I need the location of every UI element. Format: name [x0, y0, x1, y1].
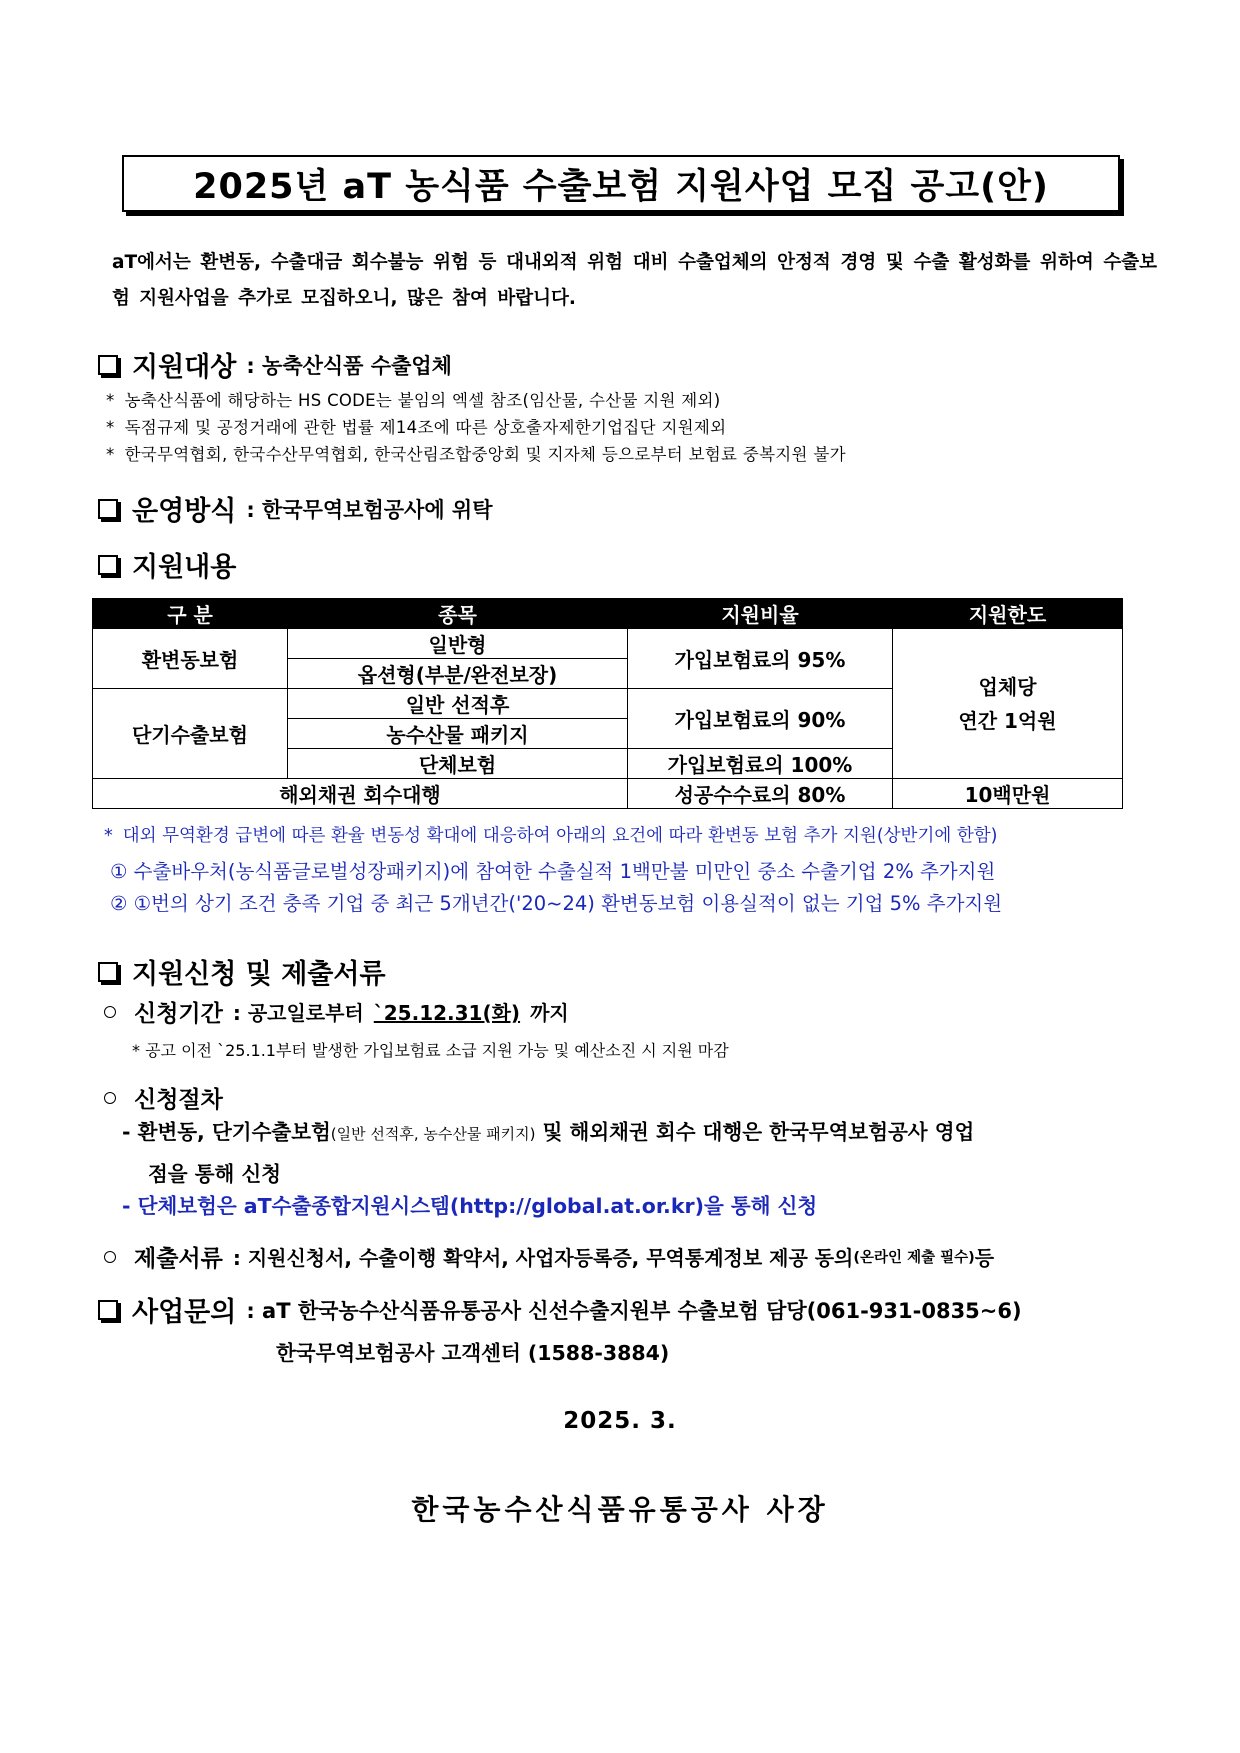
inquiry-line-1: : aT 한국농수산식품유통공사 신선수출지원부 수출보험 담당(061-931-0835~6) [246, 1298, 1022, 1323]
section-target [98, 345, 452, 384]
procedure-item-2: - 단체보험은 aT수출종합지원시스템(http://global.at.or.kr)을 통해 신청 [122, 1194, 818, 1218]
table-cell: 옵션형(부분/완전보장) [288, 659, 628, 689]
section-apply [98, 952, 386, 991]
content-note: * 대외 무역환경 급변에 따른 환율 변동성 확대에 대응하여 아래의 요건에 따라 환변동 보험 추가 지원(상반기에 한함) [104, 826, 998, 846]
table-cell: 해외채권 회수대행 [93, 779, 628, 809]
checkbox-square-icon [98, 1300, 118, 1320]
intro-text: aT에서는 환변동, 수출대금 회수불능 위험 등 대내외적 위험 대비 수출업체의 안정적 경영 및 수출 활성화를 위하여 수출보험 지원사업을 추가로 모집하오니, 많은 참여 바랍니다. [112, 252, 1157, 309]
checkbox-square-icon [98, 355, 118, 375]
apply-documents: 제출서류 : 지원신청서, 수출이행 확약서, 사업자등록증, 무역통계정보 제공 동의 (온라인 제출 필수) 등 [104, 1240, 994, 1273]
inquiry-line-2: 한국무역보험공사 고객센터 (1588-3884) [276, 1341, 670, 1365]
table-cell: 단체보험 [288, 749, 628, 779]
target-note-3: * 한국무역협회, 한국수산무역협회, 한국산림조합중앙회 및 지자체 등으로부터 보험료 중복지원 불가 [106, 445, 846, 464]
circle-bullet-icon [104, 1251, 116, 1263]
circle-bullet-icon [104, 1092, 116, 1104]
section-desc: : 농축산식품 수출업체 [246, 353, 452, 378]
table-header-row [93, 599, 1123, 629]
table-row [93, 779, 1123, 809]
table-header: 지원비율 [628, 599, 893, 629]
section-content [98, 545, 236, 584]
section-operation [98, 489, 493, 528]
section-heading: 지원대상 [132, 352, 237, 383]
apply-period: 신청기간 : 공고일로부터 `25.12.31(화) 까지 [104, 995, 569, 1028]
target-note-2: * 독점규제 및 공정거래에 관한 법률 제14조에 따른 상호출자제한기업집단 지원제외 [106, 418, 727, 437]
signature: 한국농수산식품유통공사 사장 [411, 1493, 829, 1526]
page-title: 2025년 aT 농식품 수출보험 지원사업 모집 공고(안) [193, 166, 1049, 207]
title-box [122, 155, 1120, 212]
section-desc: : 한국무역보험공사에 위탁 [246, 497, 493, 522]
table-cell: 가입보험료의 90% [628, 689, 893, 749]
asterisk-icon: * [106, 391, 115, 410]
section-heading: 지원내용 [132, 552, 237, 583]
support-table [92, 598, 1123, 809]
checkbox-square-icon [98, 962, 118, 982]
target-note-1: * 농축산식품에 해당하는 HS CODE는 붙임의 엑셀 참조(임산물, 수산물 지원 제외) [106, 391, 721, 410]
table-cell: 일반 선적후 [288, 689, 628, 719]
table-cell: 농수산물 패키지 [288, 719, 628, 749]
checkbox-square-icon [98, 499, 118, 519]
section-heading: 지원신청 및 제출서류 [132, 959, 386, 990]
table-header: 지원한도 [893, 599, 1123, 629]
procedure-item-1-cont: 점을 통해 신청 [148, 1162, 282, 1186]
circle-bullet-icon [104, 1006, 116, 1018]
section-heading: 사업문의 [132, 1297, 237, 1328]
table-header: 종목 [288, 599, 628, 629]
table-cell: 일반형 [288, 629, 628, 659]
table-cell: 성공수수료의 80% [628, 779, 893, 809]
section-inquiry [98, 1290, 1022, 1329]
period-date: `25.12.31(화) [373, 1001, 521, 1025]
period-note: * 공고 이전 `25.1.1부터 발생한 가입보험료 소급 지원 가능 및 예산소진 시 지원 마감 [132, 1041, 729, 1060]
content-item-1: ① 수출바우처(농식품글로벌성장패키지)에 참여한 수출실적 1백만불 미만인 중소 수출기업 2% 추가지원 [110, 860, 996, 883]
apply-procedure: 신청절차 [104, 1081, 223, 1114]
table-cell: 가입보험료의 100% [628, 749, 893, 779]
table-cell: 단기수출보험 [93, 689, 288, 779]
asterisk-icon: * [104, 826, 113, 846]
section-heading: 운영방식 [132, 496, 237, 527]
asterisk-icon: * [106, 418, 115, 437]
table-header: 구 분 [93, 599, 288, 629]
checkbox-square-icon [98, 555, 118, 575]
table-cell: 환변동보험 [93, 629, 288, 689]
procedure-item-1: - 환변동, 단기수출보험(일반 선적후, 농수산물 패키지) 및 해외채권 회수 대행은 한국무역보험공사 영업 [122, 1120, 975, 1144]
table-cell-limit: 업체당 연간 1억원 [893, 629, 1123, 779]
table-cell: 가입보험료의 95% [628, 629, 893, 689]
asterisk-icon: * [106, 445, 115, 464]
content-item-2: ② ①번의 상기 조건 충족 기업 중 최근 5개년간('20~24) 환변동보험 이용실적이 없는 기업 5% 추가지원 [110, 892, 1003, 915]
table-cell: 10백만원 [893, 779, 1123, 809]
table-row [93, 629, 1123, 659]
notice-date: 2025. 3. [563, 1408, 677, 1434]
